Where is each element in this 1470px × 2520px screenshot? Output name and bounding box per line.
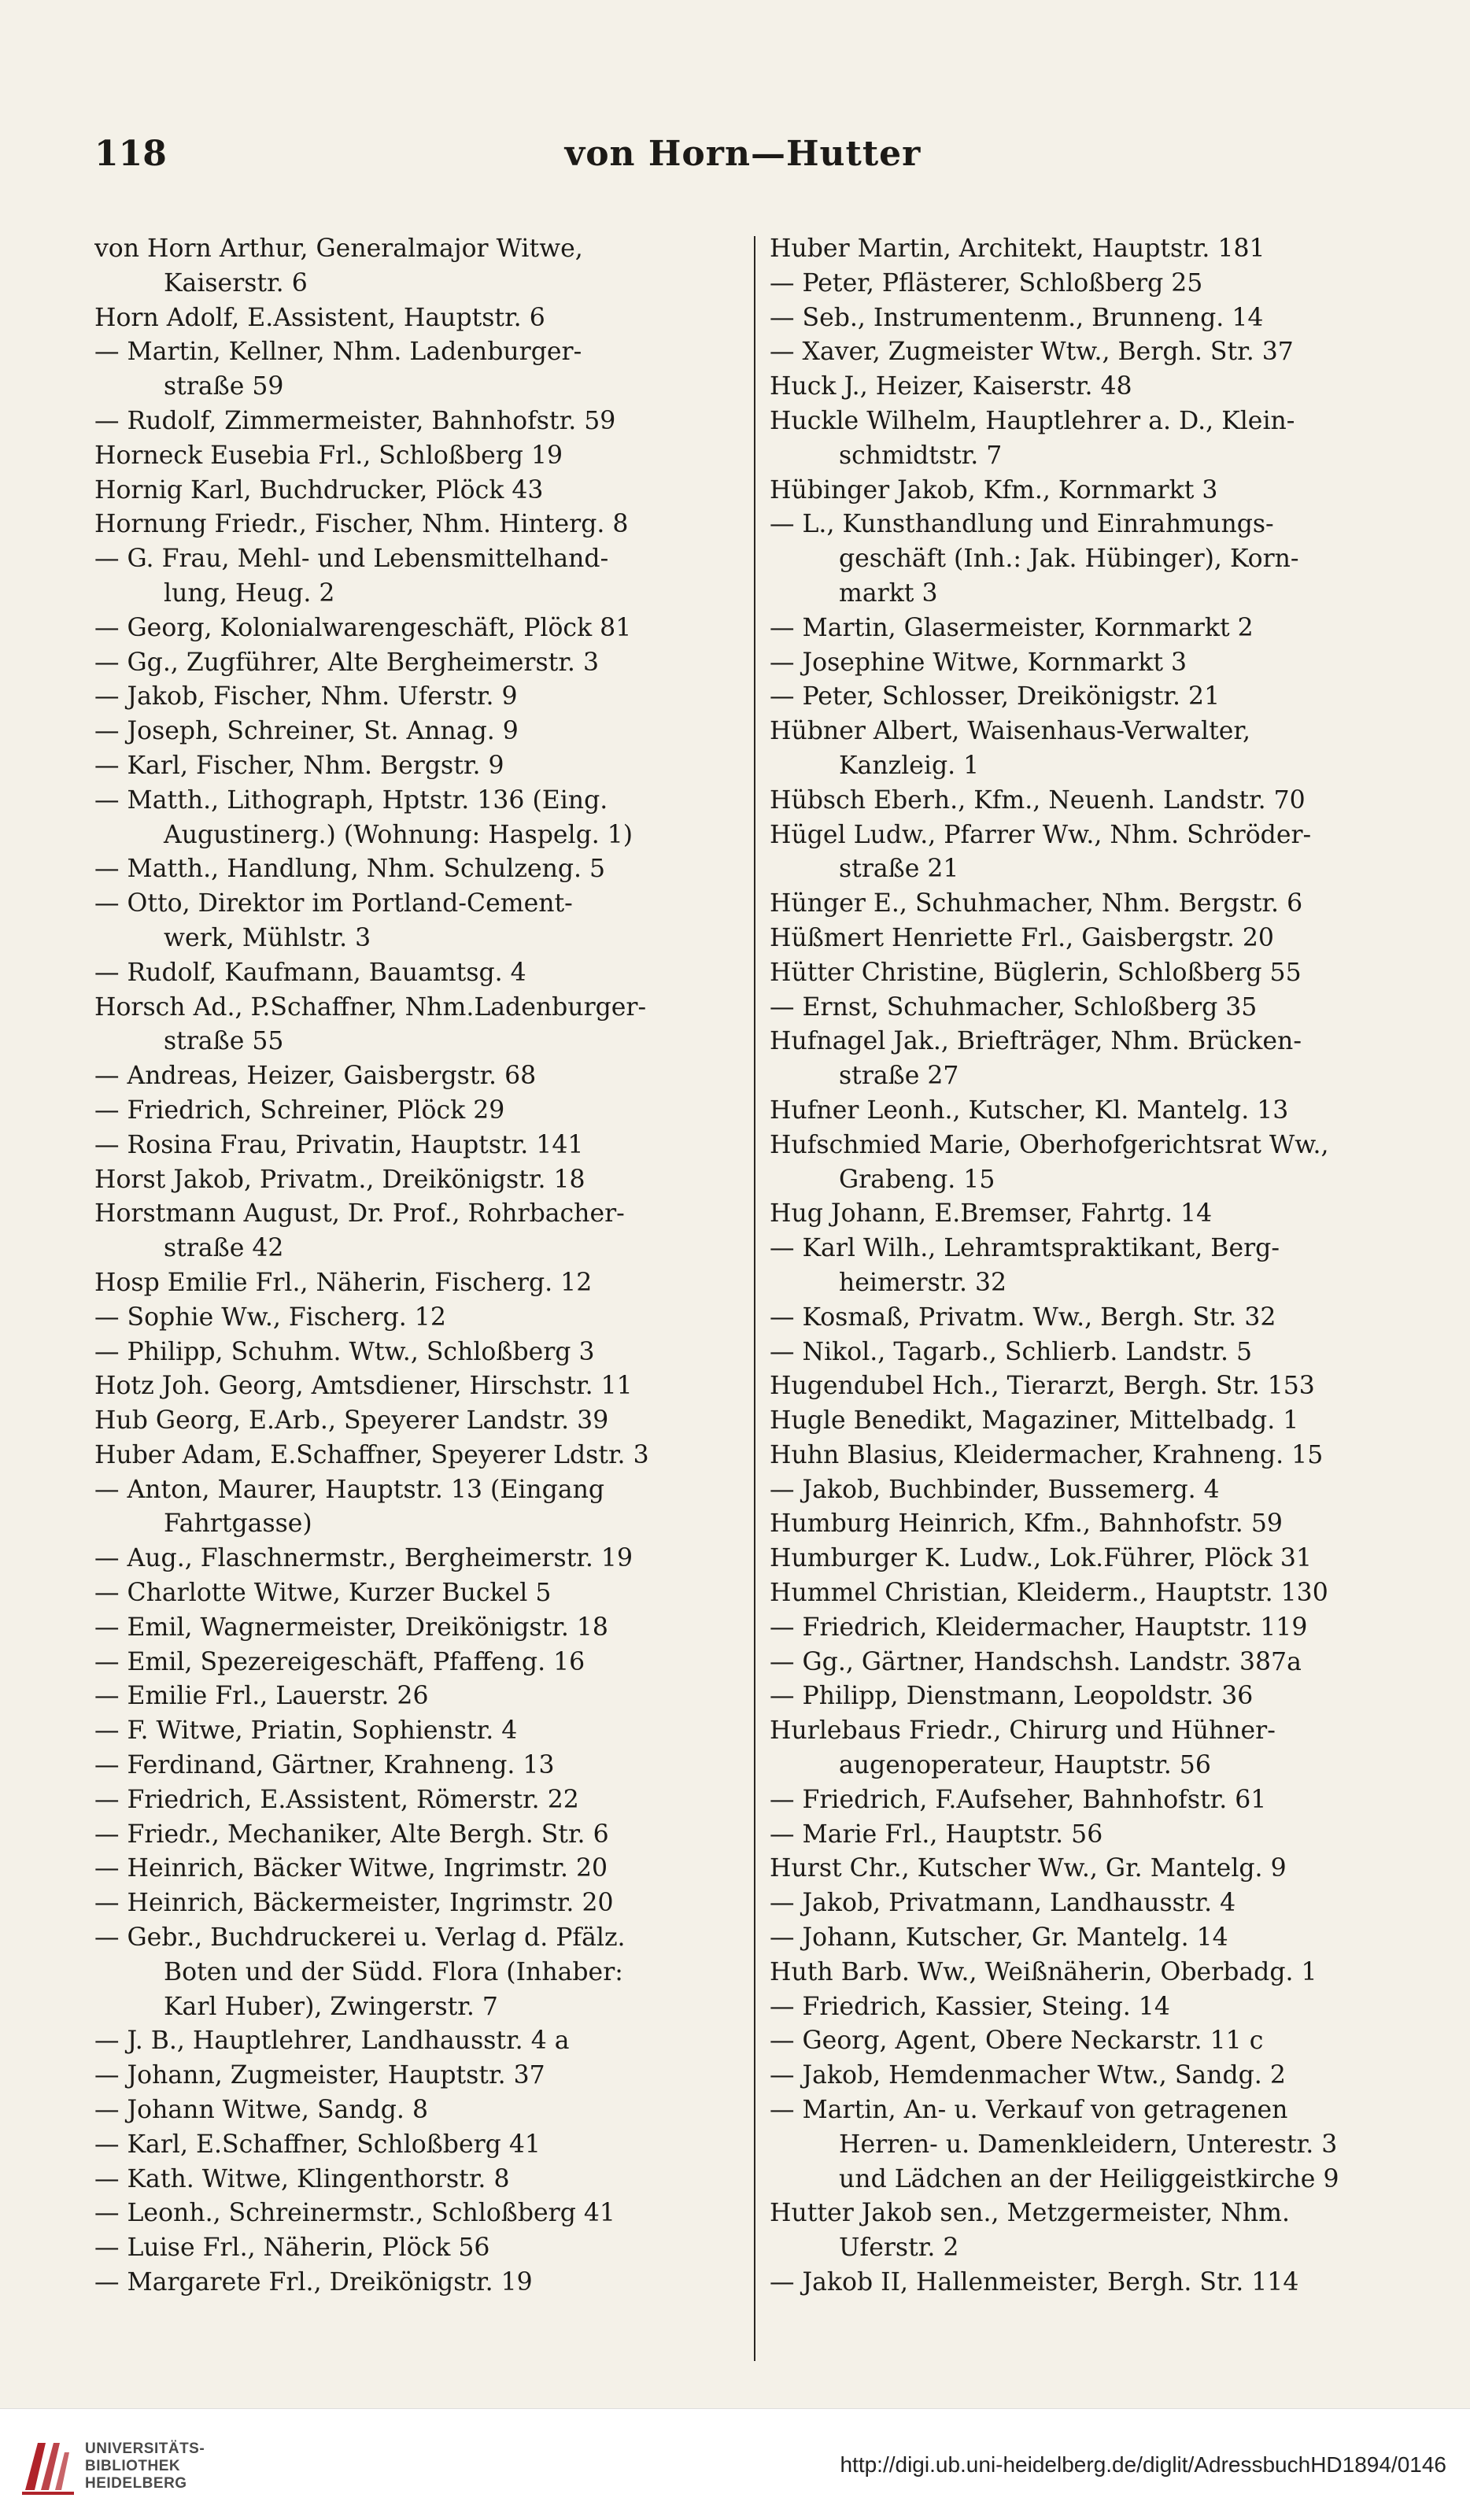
library-name-line: HEIDELBERG: [85, 2475, 187, 2492]
directory-entry: Hornung Friedr., Fischer, Nhm. Hinterg. 8: [94, 510, 629, 539]
directory-entry-continuation: straße 59: [164, 372, 284, 401]
directory-entry: — Peter, Pflästerer, Schloßberg 25: [770, 268, 1203, 297]
directory-entry-continuation: heimerstr. 32: [839, 1268, 1007, 1297]
directory-entry: — Martin, Glasermeister, Kornmarkt 2: [770, 613, 1254, 642]
directory-entry: — G. Frau, Mehl- und Lebensmittelhand-: [94, 545, 609, 574]
directory-entry: Huth Barb. Ww., Weißnäherin, Oberbadg. 1: [770, 1957, 1317, 1986]
directory-entry: — Karl, E.Schaffner, Schloßberg 41: [94, 2130, 541, 2159]
directory-entry: Hub Georg, E.Arb., Speyerer Landstr. 39: [94, 1406, 609, 1436]
left-column: [94, 232, 740, 2300]
directory-entry: Hug Johann, E.Bremser, Fahrtg. 14: [770, 1199, 1213, 1229]
directory-entry: — Margarete Frl., Dreikönigstr. 19: [94, 2268, 533, 2297]
directory-entry: — Friedrich, E.Assistent, Römerstr. 22: [94, 1785, 579, 1814]
directory-entry-continuation: straße 21: [839, 855, 959, 884]
directory-entry: Hurlebaus Friedr., Chirurg und Hühner-: [770, 1716, 1276, 1746]
university-library-logo: [14, 2429, 85, 2500]
directory-entry: — Jakob, Buchbinder, Bussemerg. 4: [770, 1475, 1220, 1504]
directory-entry: — Friedrich, Kassier, Steing. 14: [770, 1992, 1170, 2021]
directory-entry: — Andreas, Heizer, Gaisbergstr. 68: [94, 1062, 537, 1091]
directory-entry: — Rudolf, Kaufmann, Bauamtsg. 4: [94, 958, 526, 987]
column-divider: [754, 236, 755, 2361]
directory-entry-continuation: Kanzleig. 1: [839, 751, 980, 780]
directory-entry-continuation: schmidtstr. 7: [839, 441, 1003, 470]
directory-entry: Horneck Eusebia Frl., Schloßberg 19: [94, 441, 563, 470]
directory-entry: Hotz Joh. Georg, Amtsdiener, Hirschstr. 11: [94, 1372, 633, 1401]
directory-entry: — Peter, Schlosser, Dreikönigstr. 21: [770, 682, 1221, 711]
directory-entry: — Anton, Maurer, Hauptstr. 13 (Eingang: [94, 1475, 605, 1504]
directory-entry-continuation: und Lädchen an der Heiliggeistkirche 9: [839, 2164, 1339, 2193]
directory-entry: von Horn Arthur, Generalmajor Witwe,: [94, 235, 583, 263]
directory-entry: — Georg, Agent, Obere Neckarstr. 11 c: [770, 2027, 1264, 2056]
directory-entry: — Gg., Zugführer, Alte Bergheimerstr. 3: [94, 648, 599, 677]
directory-columns: [94, 232, 1415, 2373]
directory-entry: Humburger K. Ludw., Lok.Führer, Plöck 31: [770, 1544, 1313, 1573]
directory-entry: Hufner Leonh., Kutscher, Kl. Mantelg. 13: [770, 1096, 1289, 1125]
directory-entry: — Philipp, Schuhm. Wtw., Schloßberg 3: [94, 1337, 595, 1366]
directory-entry: Huber Martin, Architekt, Hauptstr. 181: [770, 235, 1265, 263]
directory-entry: — Xaver, Zugmeister Wtw., Bergh. Str. 37: [770, 338, 1294, 367]
directory-entry-continuation: Fahrtgasse): [164, 1509, 312, 1539]
directory-entry: Humburg Heinrich, Kfm., Bahnhofstr. 59: [770, 1509, 1283, 1539]
directory-entry: Hüßmert Henriette Frl., Gaisbergstr. 20: [770, 923, 1274, 952]
directory-entry: — Joseph, Schreiner, St. Annag. 9: [94, 717, 519, 746]
directory-entry-continuation: Uferstr. 2: [839, 2234, 959, 2263]
directory-entry: — Kosmaß, Privatm. Ww., Bergh. Str. 32: [770, 1302, 1276, 1332]
directory-entry: — Jakob, Hemdenmacher Wtw., Sandg. 2: [770, 2061, 1286, 2090]
directory-entry: — Heinrich, Bäckermeister, Ingrimstr. 20: [94, 1889, 614, 1918]
directory-entry: Hünger E., Schuhmacher, Nhm. Bergstr. 6: [770, 889, 1303, 918]
directory-entry: — Marie Frl., Hauptstr. 56: [770, 1820, 1103, 1849]
directory-entry: Hosp Emilie Frl., Näherin, Fischerg. 12: [94, 1268, 593, 1297]
directory-entry: — L., Kunsthandlung und Einrahmungs-: [770, 510, 1274, 539]
directory-entry: Hütter Christine, Büglerin, Schloßberg 55: [770, 958, 1302, 987]
directory-entry: Horst Jakob, Privatm., Dreikönigstr. 18: [94, 1165, 585, 1194]
source-url-link[interactable]: http://digi.ub.uni-heidelberg.de/diglit/AdressbuchHD1894/0146: [840, 2452, 1446, 2477]
directory-entry: — Rudolf, Zimmermeister, Bahnhofstr. 59: [94, 406, 616, 435]
directory-entry: — Kath. Witwe, Klingenthorstr. 8: [94, 2164, 510, 2193]
directory-entry: Huber Adam, E.Schaffner, Speyerer Ldstr. 3: [94, 1440, 649, 1469]
directory-entry: — Johann Witwe, Sandg. 8: [94, 2096, 428, 2125]
directory-entry: — Friedrich, Schreiner, Plöck 29: [94, 1096, 505, 1125]
directory-entry: — J. B., Hauptlehrer, Landhausstr. 4 a: [94, 2027, 570, 2056]
directory-entry: Horstmann August, Dr. Prof., Rohrbacher-: [94, 1199, 625, 1229]
directory-entry-continuation: Augustinerg.) (Wohnung: Haspelg. 1): [164, 820, 633, 849]
directory-entry-continuation: Herren- u. Damenkleidern, Unterestr. 3: [839, 2130, 1338, 2159]
directory-entry: Huck J., Heizer, Kaiserstr. 48: [770, 372, 1132, 401]
directory-entry: — Nikol., Tagarb., Schlierb. Landstr. 5: [770, 1337, 1253, 1366]
directory-entry: — Aug., Flaschnermstr., Bergheimerstr. 19: [94, 1544, 633, 1573]
page-number: 118: [94, 134, 167, 174]
directory-entry: — Friedrich, F.Aufseher, Bahnhofstr. 61: [770, 1785, 1267, 1814]
directory-entry: — Karl, Fischer, Nhm. Bergstr. 9: [94, 751, 504, 780]
directory-entry: — Charlotte Witwe, Kurzer Buckel 5: [94, 1579, 552, 1608]
directory-entry: Hübinger Jakob, Kfm., Kornmarkt 3: [770, 475, 1218, 504]
directory-entry: — Philipp, Dienstmann, Leopoldstr. 36: [770, 1682, 1254, 1711]
directory-entry: — Jakob, Fischer, Nhm. Uferstr. 9: [94, 682, 518, 711]
directory-entry: Hummel Christian, Kleiderm., Hauptstr. 130: [770, 1579, 1328, 1608]
directory-entry-continuation: straße 27: [839, 1062, 959, 1091]
directory-entry: Hügel Ludw., Pfarrer Ww., Nhm. Schröder-: [770, 820, 1312, 849]
directory-entry: — Matth., Handlung, Nhm. Schulzeng. 5: [94, 855, 606, 884]
running-head: von Horn—Hutter: [564, 134, 922, 174]
library-name: [85, 2441, 205, 2492]
directory-entry: — Johann, Zugmeister, Hauptstr. 37: [94, 2061, 545, 2090]
directory-entry-continuation: geschäft (Inh.: Jak. Hübinger), Korn-: [839, 545, 1299, 574]
directory-entry-continuation: Grabeng. 15: [839, 1165, 995, 1194]
directory-entry: — Otto, Direktor im Portland-Cement-: [94, 889, 573, 918]
directory-entry: — Emilie Frl., Lauerstr. 26: [94, 1682, 429, 1711]
library-name-line: BIBLIOTHEK: [85, 2458, 181, 2474]
directory-entry: — Matth., Lithograph, Hptstr. 136 (Eing.: [94, 785, 608, 815]
directory-entry: Huhn Blasius, Kleidermacher, Krahneng. 15: [770, 1440, 1324, 1469]
directory-entry: — Karl Wilh., Lehramtspraktikant, Berg-: [770, 1234, 1280, 1263]
directory-entry: — Friedrich, Kleidermacher, Hauptstr. 119: [770, 1613, 1308, 1642]
directory-entry: Huckle Wilhelm, Hauptlehrer a. D., Klein-: [770, 406, 1295, 435]
directory-entry-continuation: markt 3: [839, 578, 938, 608]
library-name-line: UNIVERSITÄTS-: [85, 2441, 205, 2457]
directory-entry: Hübsch Eberh., Kfm., Neuenh. Landstr. 70: [770, 785, 1306, 815]
directory-entry: — Friedr., Mechaniker, Alte Bergh. Str. 6: [94, 1820, 609, 1849]
directory-entry-continuation: Kaiserstr. 6: [164, 268, 308, 297]
directory-entry: — Emil, Wagnermeister, Dreikönigstr. 18: [94, 1613, 608, 1642]
directory-entry: Horn Adolf, E.Assistent, Hauptstr. 6: [94, 303, 545, 332]
directory-entry: Horsch Ad., P.Schaffner, Nhm.Ladenburger-: [94, 992, 647, 1022]
directory-entry: — Seb., Instrumentenm., Brunneng. 14: [770, 303, 1264, 332]
directory-entry: — Gg., Gärtner, Handschsh. Landstr. 387a: [770, 1647, 1302, 1676]
directory-entry: Hugle Benedikt, Magaziner, Mittelbadg. 1: [770, 1406, 1299, 1436]
directory-entry: — F. Witwe, Priatin, Sophienstr. 4: [94, 1716, 518, 1746]
directory-entry: — Martin, Kellner, Nhm. Ladenburger-: [94, 338, 582, 367]
directory-entry: — Leonh., Schreinermstr., Schloßberg 41: [94, 2199, 615, 2228]
footer-bar: [0, 2408, 1470, 2520]
directory-entry: — Ernst, Schuhmacher, Schloßberg 35: [770, 992, 1258, 1022]
directory-entry: — Jakob II, Hallenmeister, Bergh. Str. 114: [770, 2268, 1299, 2297]
directory-entry: — Heinrich, Bäcker Witwe, Ingrimstr. 20: [94, 1854, 608, 1883]
directory-entry: Hurst Chr., Kutscher Ww., Gr. Mantelg. 9: [770, 1854, 1287, 1883]
page-header: [94, 134, 1391, 189]
directory-entry: Hufnagel Jak., Briefträger, Nhm. Brücken-: [770, 1027, 1302, 1056]
directory-entry: Hübner Albert, Waisenhaus-Verwalter,: [770, 717, 1251, 746]
directory-entry: — Martin, An- u. Verkauf von getragenen: [770, 2096, 1288, 2125]
directory-entry-continuation: straße 55: [164, 1027, 284, 1056]
directory-entry: — Rosina Frau, Privatin, Hauptstr. 141: [94, 1130, 584, 1159]
directory-entry: — Josephine Witwe, Kornmarkt 3: [770, 648, 1187, 677]
directory-entry: — Jakob, Privatmann, Landhausstr. 4: [770, 1889, 1236, 1918]
directory-entry: — Georg, Kolonialwarengeschäft, Plöck 81: [94, 613, 632, 642]
directory-entry-continuation: Boten und der Südd. Flora (Inhaber:: [164, 1957, 623, 1986]
directory-entry: — Gebr., Buchdruckerei u. Verlag d. Pfälz.: [94, 1923, 626, 1953]
directory-entry-continuation: werk, Mühlstr. 3: [164, 923, 371, 952]
directory-entry: Hutter Jakob sen., Metzgermeister, Nhm.: [770, 2199, 1290, 2228]
right-column: [770, 232, 1415, 2300]
directory-entry: — Ferdinand, Gärtner, Krahneng. 13: [94, 1751, 555, 1780]
directory-entry: — Johann, Kutscher, Gr. Mantelg. 14: [770, 1923, 1228, 1953]
directory-entry-continuation: straße 42: [164, 1234, 284, 1263]
directory-entry: Hugendubel Hch., Tierarzt, Bergh. Str. 153: [770, 1372, 1315, 1401]
directory-entry-continuation: lung, Heug. 2: [164, 578, 335, 608]
directory-entry: — Luise Frl., Näherin, Plöck 56: [94, 2234, 490, 2263]
directory-entry: — Sophie Ww., Fischerg. 12: [94, 1302, 446, 1332]
directory-entry: Hufschmied Marie, Oberhofgerichtsrat Ww.,: [770, 1130, 1329, 1159]
directory-entry-continuation: augenoperateur, Hauptstr. 56: [839, 1751, 1211, 1780]
directory-entry-continuation: Karl Huber), Zwingerstr. 7: [164, 1992, 498, 2021]
directory-entry: Hornig Karl, Buchdrucker, Plöck 43: [94, 475, 544, 504]
directory-entry: — Emil, Spezereigeschäft, Pfaffeng. 16: [94, 1647, 585, 1676]
